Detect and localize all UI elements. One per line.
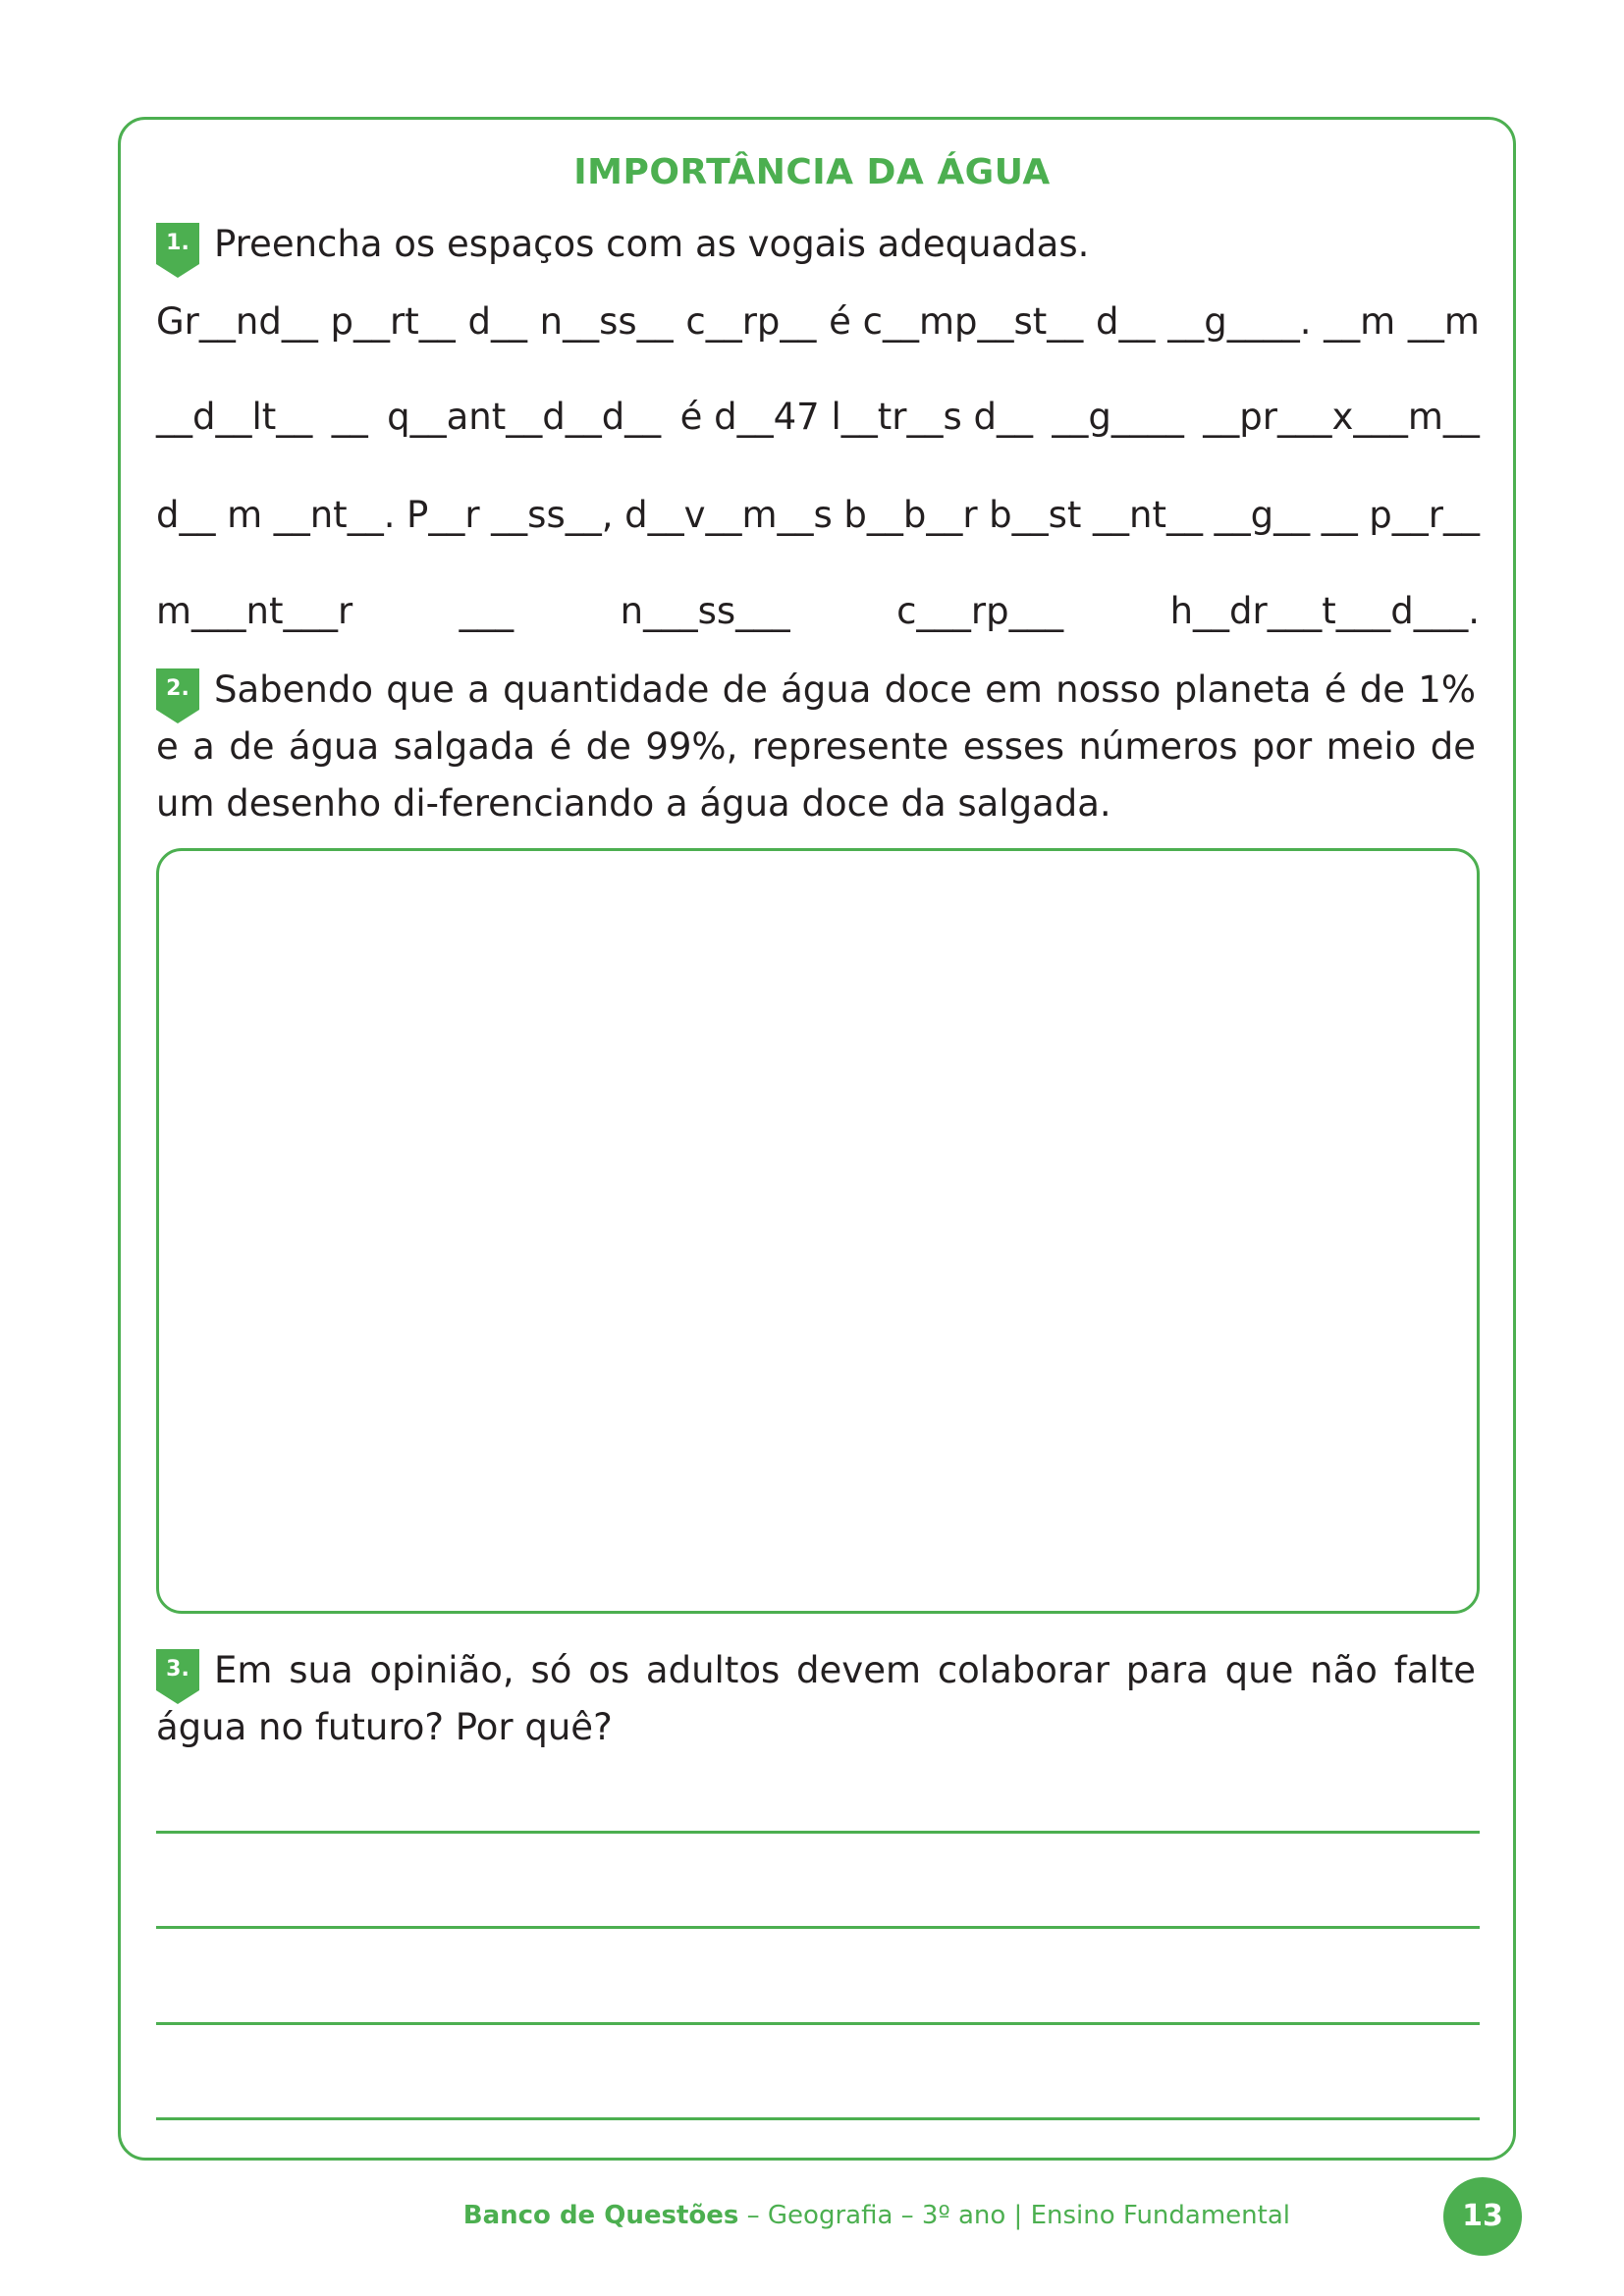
fill-word: __d__lt__ — [156, 396, 313, 438]
fill-word: c__rp__ — [685, 300, 817, 343]
fill-word: __ — [1321, 494, 1358, 536]
fill-word: b__st — [989, 494, 1082, 536]
fill-word: n__ss__ — [539, 300, 674, 343]
page-title: IMPORTÂNCIA DA ÁGUA — [573, 152, 1051, 192]
fill-line-1 — [156, 300, 1480, 343]
page-number: 13 — [1443, 2177, 1522, 2256]
question-1-text: Preencha os espaços com as vogais adequadas. — [214, 223, 1090, 265]
fill-word: __g__ — [1214, 494, 1311, 536]
fill-word: é d__47 l__tr__s d__ — [679, 396, 1033, 438]
fill-word: m___nt___r — [156, 590, 353, 632]
fill-word: n___ss___ — [620, 590, 790, 632]
fill-word: h__dr___t___d___. — [1169, 590, 1480, 632]
question-3-badge: 3. — [156, 1649, 199, 1702]
fill-word: __m — [1324, 300, 1396, 343]
fill-word: P__r — [406, 494, 480, 536]
fill-word: __m — [1407, 300, 1480, 343]
answer-line[interactable] — [156, 1831, 1480, 1834]
question-2-badge: 2. — [156, 668, 199, 721]
answer-line[interactable] — [156, 1926, 1480, 1929]
fill-word: __g____ — [1052, 396, 1184, 438]
fill-word: p__rt__ — [330, 300, 456, 343]
fill-word: __nt__ — [1093, 494, 1204, 536]
fill-word: d__ — [467, 300, 527, 343]
fill-line-2 — [156, 396, 1480, 438]
fill-line-3 — [156, 494, 1480, 536]
fill-word: __ — [331, 396, 368, 438]
fill-word: p__r__ — [1369, 494, 1480, 536]
answer-line[interactable] — [156, 2022, 1480, 2025]
footer-text — [463, 2201, 1290, 2230]
fill-word: d__ — [156, 494, 216, 536]
fill-word: m — [227, 494, 263, 536]
question-1-badge: 1. — [156, 223, 199, 276]
fill-word: Gr__nd__ — [156, 300, 318, 343]
fill-word: __ss__, — [491, 494, 614, 536]
fill-word: d__v__m__s — [624, 494, 833, 536]
question-2-text: Sabendo que a quantidade de água doce em nosso planeta é de 1% e a de água salgada é de 99%, represente esses números por meio de um desenho di-ferenciando a água doce da salgada. — [156, 668, 1476, 825]
fill-word: __pr___x___m__ — [1203, 396, 1480, 438]
answer-line[interactable] — [156, 2117, 1480, 2120]
fill-word: __g____. — [1167, 300, 1312, 343]
fill-line-4 — [156, 590, 1480, 632]
drawing-area[interactable] — [156, 848, 1480, 1614]
fill-word: b__b__r — [843, 494, 978, 536]
fill-word: q__ant__d__d__ — [387, 396, 662, 438]
fill-word: d__ — [1096, 300, 1156, 343]
fill-word: __nt__. — [273, 494, 396, 536]
fill-word: é c__mp__st__ — [829, 300, 1084, 343]
fill-word: c___rp___ — [896, 590, 1064, 632]
footer-rest: – Geografia – 3º ano | Ensino Fundamental — [738, 2201, 1290, 2230]
fill-word: ___ — [459, 590, 514, 632]
footer-bold: Banco de Questões — [462, 2201, 739, 2230]
question-3-text: Em sua opinião, só os adultos devem colaborar para que não falte água no futuro? Por quê? — [156, 1649, 1476, 1748]
